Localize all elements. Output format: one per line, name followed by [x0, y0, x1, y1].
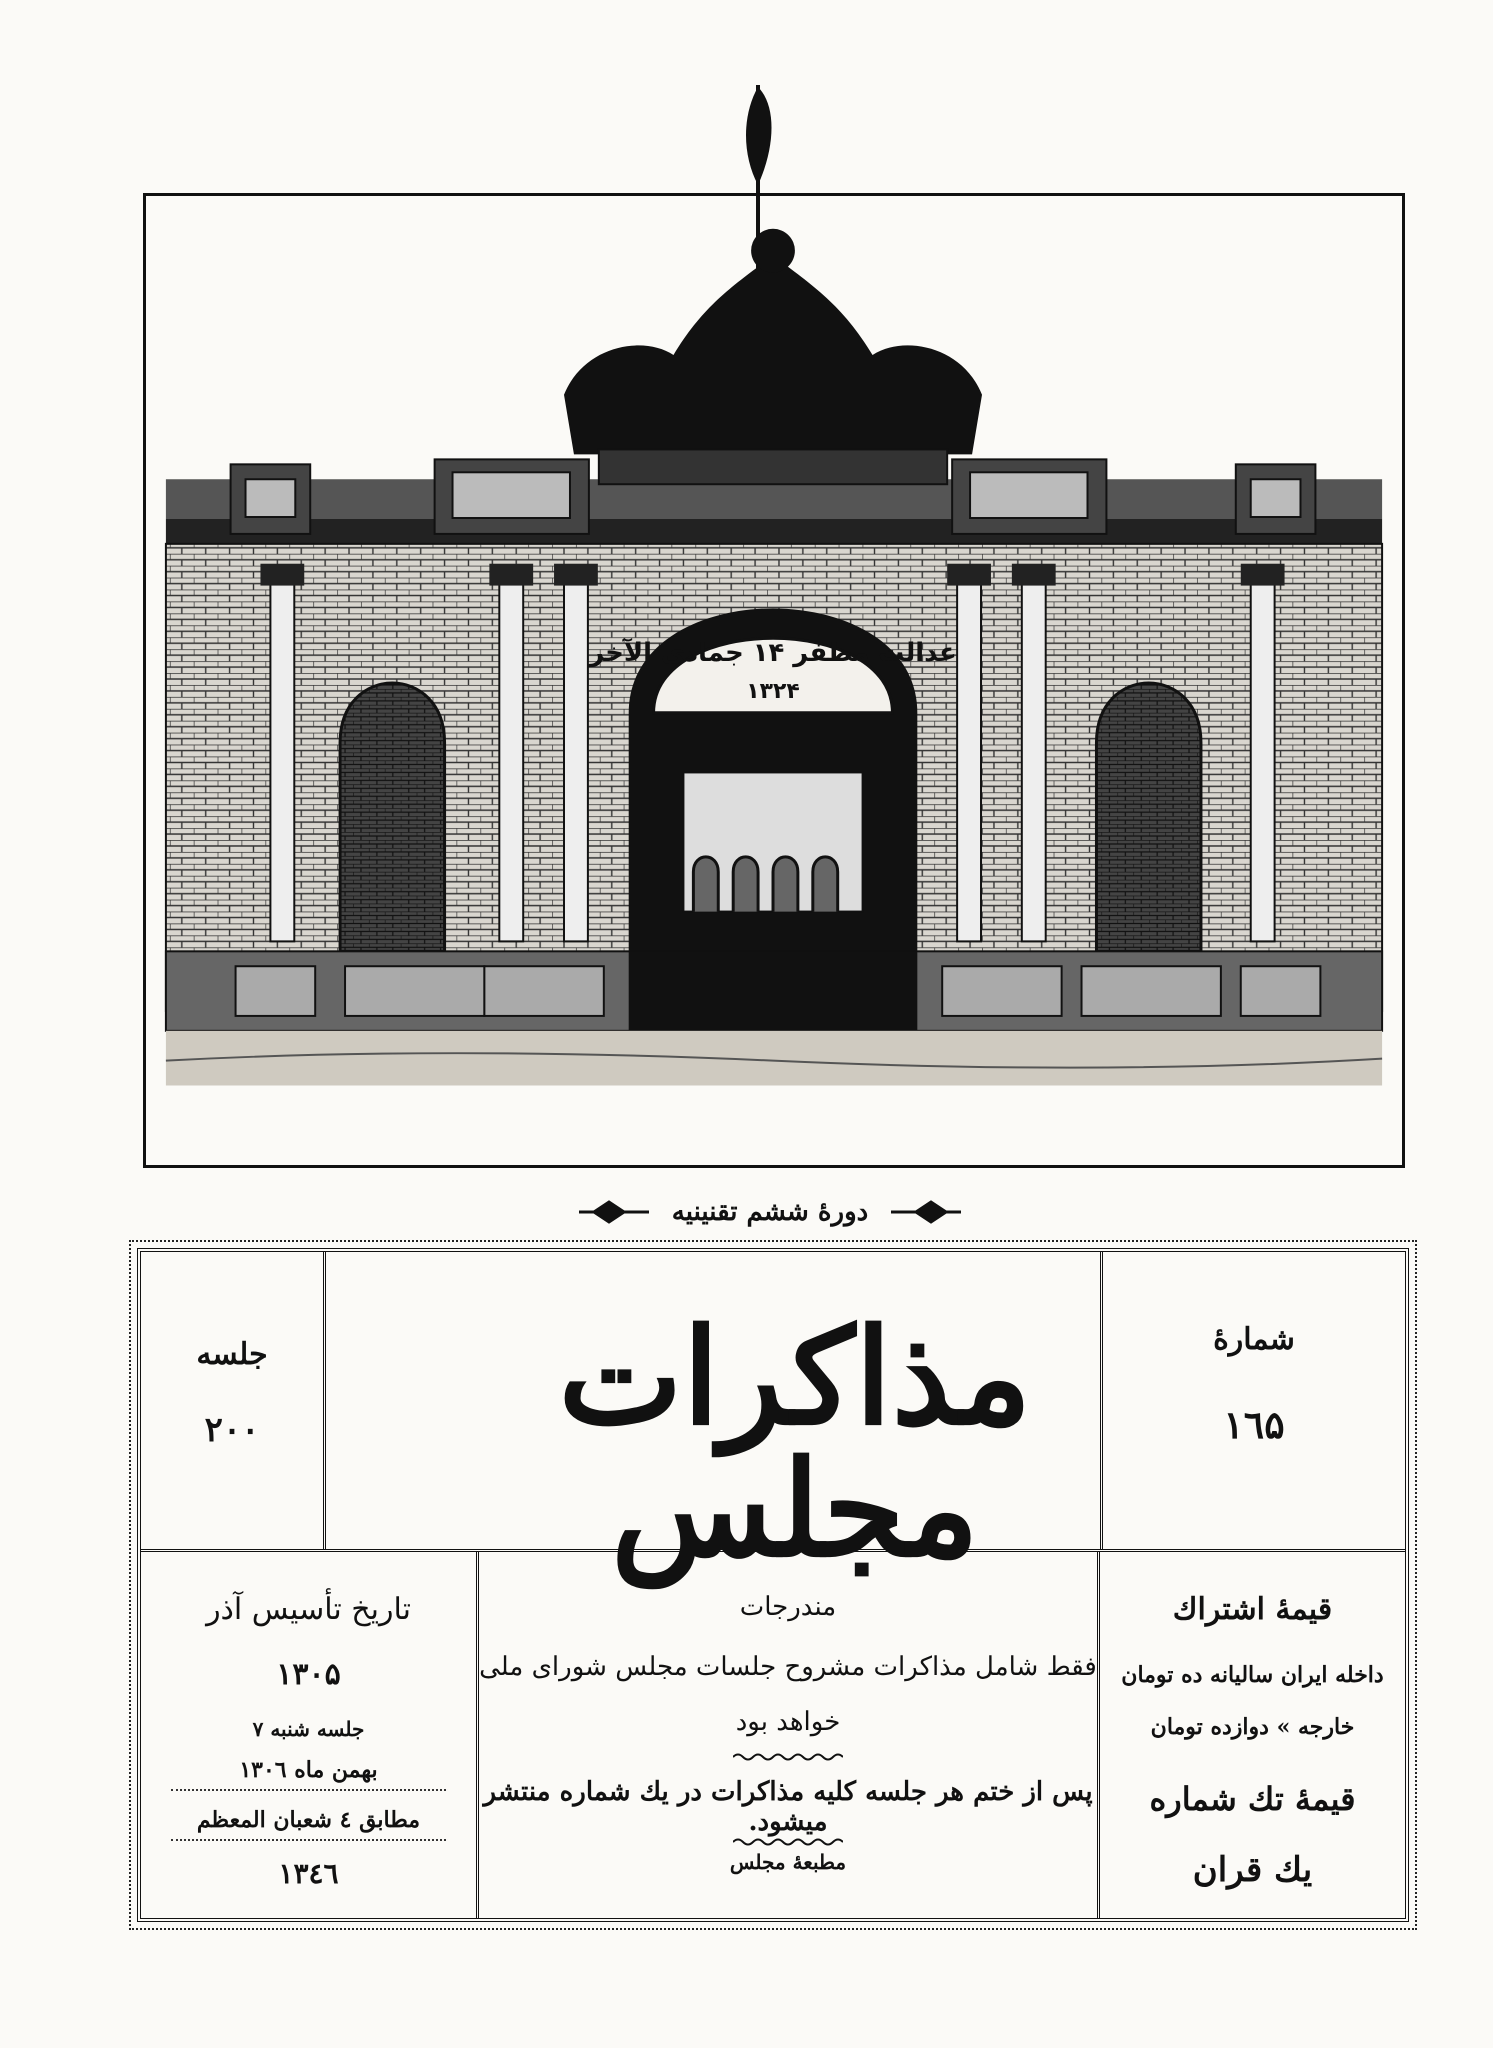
publication-title: مذاکرات مجلس — [558, 1300, 1032, 1587]
title-box — [490, 1252, 1100, 1587]
parliament-gate-illustration — [143, 193, 1405, 1168]
ornament-right-icon — [886, 1197, 966, 1227]
gate-inscription-text: عدالت مظفر ۱۴ جمادی الآخر — [589, 638, 957, 669]
contents-line-2: خواهد بود — [735, 1707, 841, 1737]
issue-label: شمارهٔ — [1213, 1322, 1295, 1357]
hijri-equivalent: مطابق ٤ شعبان المعظم — [171, 1807, 446, 1841]
masthead-frame — [137, 1248, 1409, 1922]
gate-inscription-year: ۱۳۲۴ — [746, 678, 800, 704]
issue-box — [1100, 1252, 1405, 1549]
masthead-title-row — [141, 1252, 1405, 1587]
session-label: جلسه — [196, 1337, 268, 1372]
month-year: بهمن ماه ۱۳۰٦ — [171, 1757, 446, 1791]
single-issue-heading: قیمهٔ تك شماره — [1149, 1780, 1356, 1818]
session-day: جلسه شنبه ۷ — [252, 1717, 365, 1741]
subscription-domestic: داخله ایران سالیانه ده تومان — [1121, 1662, 1384, 1688]
wavy-divider — [733, 1752, 843, 1762]
single-issue-price: یك قران — [1192, 1850, 1313, 1890]
contents-heading: مندرجات — [739, 1592, 837, 1622]
ornament-left-icon — [574, 1197, 654, 1227]
wavy-divider — [733, 1837, 843, 1847]
contents-line-3: پس از ختم هر جلسه کلیه مذاکرات در یك شماره منتشر میشود. — [483, 1777, 1093, 1837]
founded-year: ۱۳۰۵ — [276, 1657, 341, 1692]
masthead-info-row — [141, 1552, 1405, 1918]
issue-number: ۱٦۵ — [1223, 1402, 1285, 1447]
contents-line-1: فقط شامل مذاکرات مشروح جلسات مجلس شورای ملی — [479, 1652, 1097, 1682]
session-box — [141, 1252, 326, 1549]
session-period-text: دورهٔ ششم تقنینیه — [671, 1197, 869, 1227]
subscription-foreign: خارجه » دوازده تومان — [1150, 1714, 1355, 1740]
printer-name: مطبعهٔ مجلس — [729, 1850, 847, 1874]
founded-label: تاریخ تأسیس آذر — [206, 1592, 411, 1627]
hijri-year: ۱۳٤٦ — [278, 1857, 339, 1890]
contents-box — [476, 1552, 1097, 1918]
session-period-line — [560, 1190, 980, 1234]
dates-box — [141, 1552, 476, 1918]
subscription-heading: قیمهٔ اشتراك — [1172, 1592, 1333, 1627]
session-number: ۲۰۰ — [204, 1410, 260, 1450]
subscription-box — [1097, 1552, 1405, 1918]
